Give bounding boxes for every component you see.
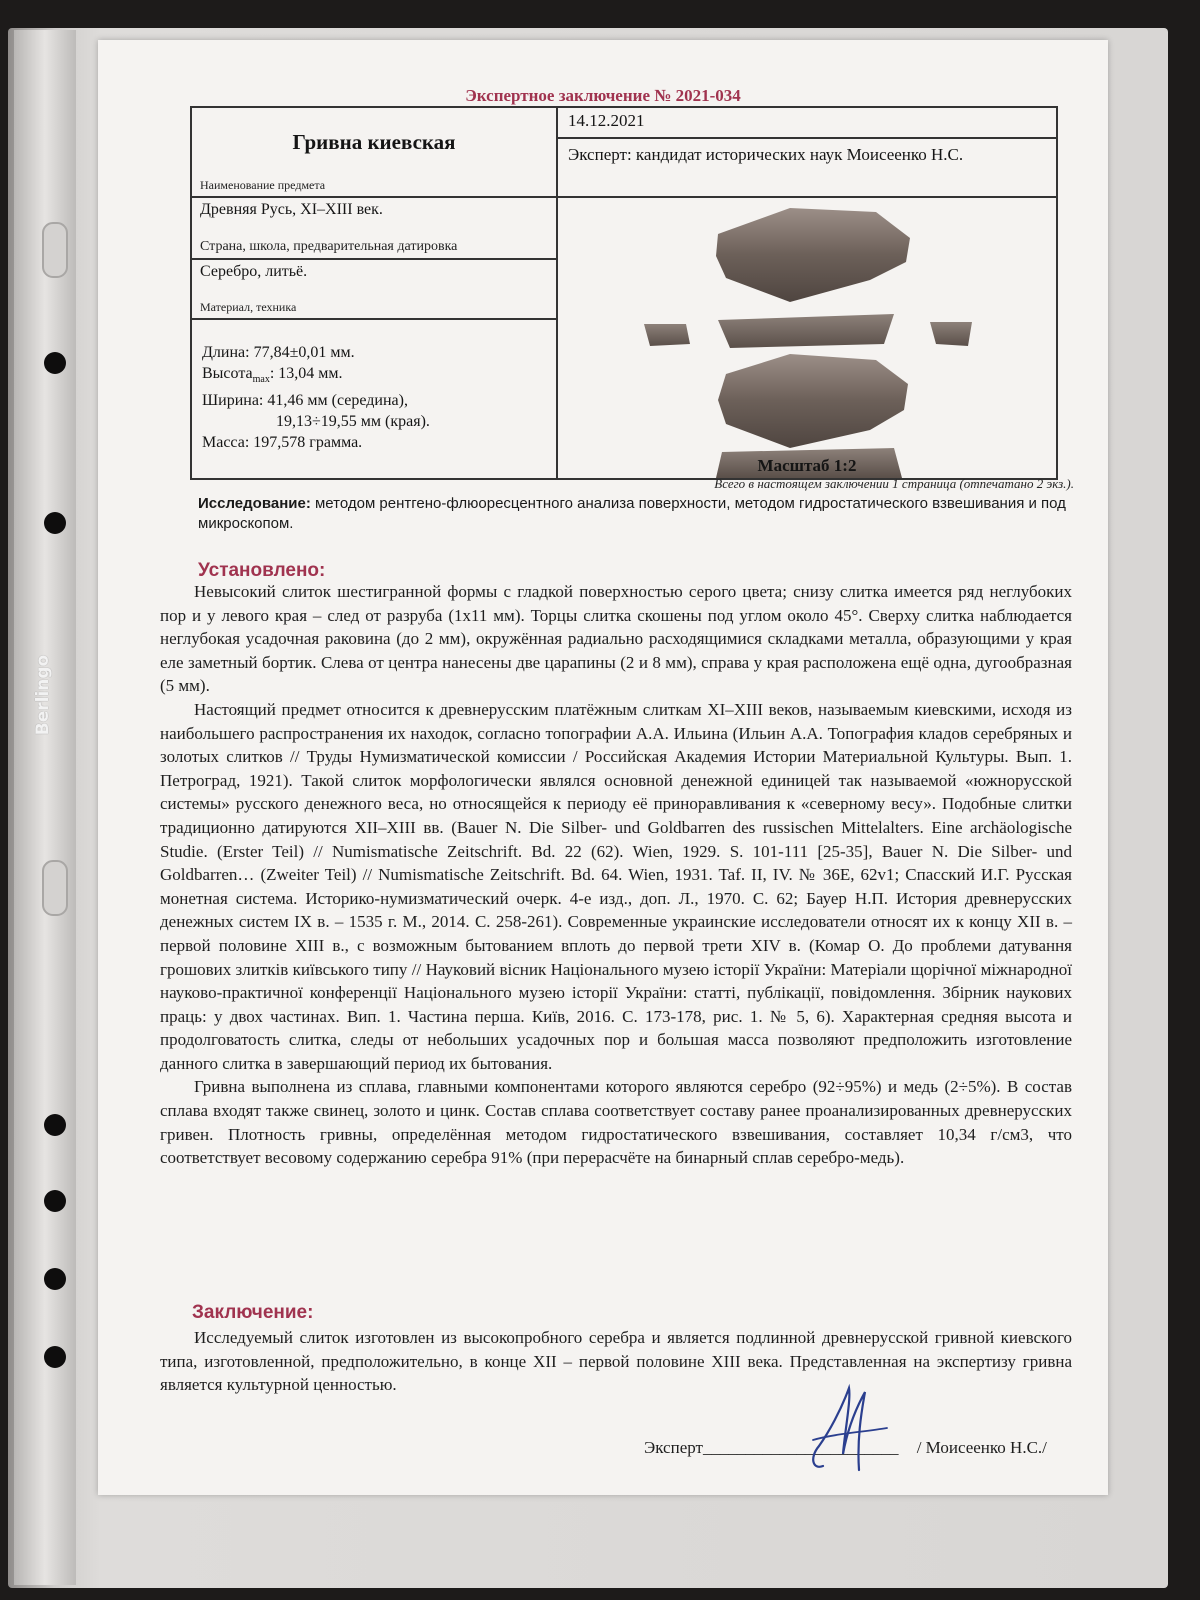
material-caption: Материал, техника [200,300,297,314]
item-name-caption: Наименование предмета [200,178,326,192]
item-info-table [190,106,1058,480]
width-edges-value: 19,13÷19,55 мм (края). [276,413,430,431]
sleeve-hole [44,1346,66,1368]
ingot-side-view-top [718,314,894,348]
sleeve-hole [44,352,66,374]
sleeve-binding-strip [14,30,76,1585]
ingot-bottom-view [718,354,908,448]
established-paragraph-3: Гривна выполнена из сплава, главными компонентами которого являются серебро (92÷95%) и медь (2÷5%). В состав сплава входят также свинец, золото и цинк. Состав сплава соответствует составу ранее проанализированных древнерусских гривен. Плотность гривны, определённая методом гидростатического взвешивания, составляет 10,34 г/см3, что соответствует весовому содержанию серебра 91% (при перерасчёте на бинарный сплав серебро-медь). [160,1077,1072,1168]
sleeve-hole [44,1114,66,1136]
expert-line: Эксперт: кандидат исторических наук Моисеенко Н.С. [568,144,964,164]
ingot-top-view [716,208,910,302]
material-cell [191,259,557,319]
established-text [160,580,1072,1170]
sleeve-brand-label: Berlingo [33,654,54,736]
ingot-end-left [644,324,690,346]
expert-cell [557,138,1057,197]
width-value: Ширина: 41,46 мм (середина), [202,392,408,410]
certificate-title: Экспертное заключение № 2021-034 [465,86,741,105]
handwritten-signature [783,1370,903,1480]
signature-name: / Моисеенко Н.С./ [916,1438,1047,1457]
page-count-note: Всего в настоящем заключении 1 страница (отпечатано 2 экз.). [714,476,1074,491]
height-value: Высота$_{max}$: 13,04 мм. [202,365,343,386]
dimensions-cell [191,319,557,479]
origin-cell [191,197,557,259]
sleeve-hole [42,860,68,916]
date-cell [557,107,1057,138]
scale-label: Масштаб 1:2 [757,456,857,475]
ingot-end-right [930,322,972,346]
signature-label: Эксперт [644,1438,703,1457]
signature-blank: _______________________ [702,1438,899,1457]
mass-value: Масса: 197,578 грамма. [202,434,363,452]
certificate-date: 14.12.2021 [568,111,645,130]
item-name: Гривна киевская [292,130,456,154]
established-paragraph-2: Настоящий предмет относится к древнерусским платёжным слиткам XI–XIII веков, называемым киевскими, исходя из наибольшего распространения их находок, согласно топографии А.А. Ильина (Ильин А.А. Топография кладов серебряных и золотых слитков // Труды Нумизматической комиссии / Российская Академия Истории Материальной Культуры. Вып. 1. Петроград, 1921). Такой слиток морфологически являлся основной денежной единицей так называемой «южнорусской системы» русского денежного веса, но относящейся к периоду её приноравливания к «северному весу». Подобные слитки традиционно датируются XII–XIII вв. (Bauer N. Die Silber- und Goldbarren des russischen Mittelalters. Eine archäologische Studie. (Erster Teil) // Numismatische Zeitschrift. Bd. 22 (62). Wien, 1929. S. 101-111 [25-35], Bauer N. Die Silber- und Goldbarren… (Zweiter Teil) // Numismatische Zeitschrift. Bd. 64. Wien, 1931. Taf. II, IV. № 36E, 62v1; Спасский И.Г. Русская монетная система. Историко-нумизматический очерк. 4-е изд., доп. Л., 1970. С. 62; Бауер Н.П. История древнерусских денежных систем IX в. – 1535 г. М., 2014. С. 258-261). Современные украинские исследователи относят их к концу XII в. – первой половине XIII в., с возможным бытованием вплоть до первой трети XIV в. (Комар О. До проблеми датування грошових злитків київського типу // Науковий вісник Національного музею історії України: Матеріали щорічної міжнародної науково-практичної конференції Національного музею історії України: статті, публікації, повідомлення. Збірник наукових праць: у двох частинах. Вип. 1. Частина перша. Київ, 2016. С. 173-178, рис. 1. № 5, 6). Характерная средняя высота и продолговатость слитка, следы от небольших усадочных пор и большая масса позволяют предположить изготовление данного слитка в завершающий период их бытования. [160,699,1072,1073]
sleeve-hole [44,1190,66,1212]
material-value: Серебро, литьё. [200,263,308,280]
conclusion-heading: Заключение: [192,1302,314,1323]
sleeve-hole [44,512,66,534]
conclusion-text: Исследуемый слиток изготовлен из высокопробного серебра и является подлинной древнерусской гривной киевского типа, изготовленной, предположительно, в конце XII – первой половине XIII века. Представленная на экспертизу гривна является культурной ценностью. [160,1328,1072,1395]
sleeve-hole [42,222,68,278]
sleeve-hole [44,1268,66,1290]
study-method: Исследование: методом рентгено-флюоресцентного анализа поверхности, методом гидростатического взвешивания и под микроскопом. [198,495,1066,532]
origin-value: Древняя Русь, XI–XIII век. [200,201,383,218]
established-heading: Установлено: [198,560,326,581]
length-value: Длина: 77,84±0,01 мм. [202,344,355,361]
item-name-cell [191,107,557,197]
certificate-page [98,40,1108,1495]
established-paragraph-1: Невысокий слиток шестигранной формы с гладкой поверхностью серого цвета; снизу слитка имеется ряд неглубоких пор и у левого края – след от разруба (1х11 мм). Торцы слитка скошены под углом около 45°. Сверху слитка наблюдается неглубокая усадочная раковина (до 2 мм), окружённая радиально расходящимися складками металла, образующими у края еле заметный бортик. Слева от центра нанесены две царапины (2 и 8 мм), справа у края расположена ещё одна, дугообразная (5 мм). [160,582,1072,696]
origin-caption: Страна, школа, предварительная датировка [200,239,458,254]
photo-cell [557,197,1057,479]
